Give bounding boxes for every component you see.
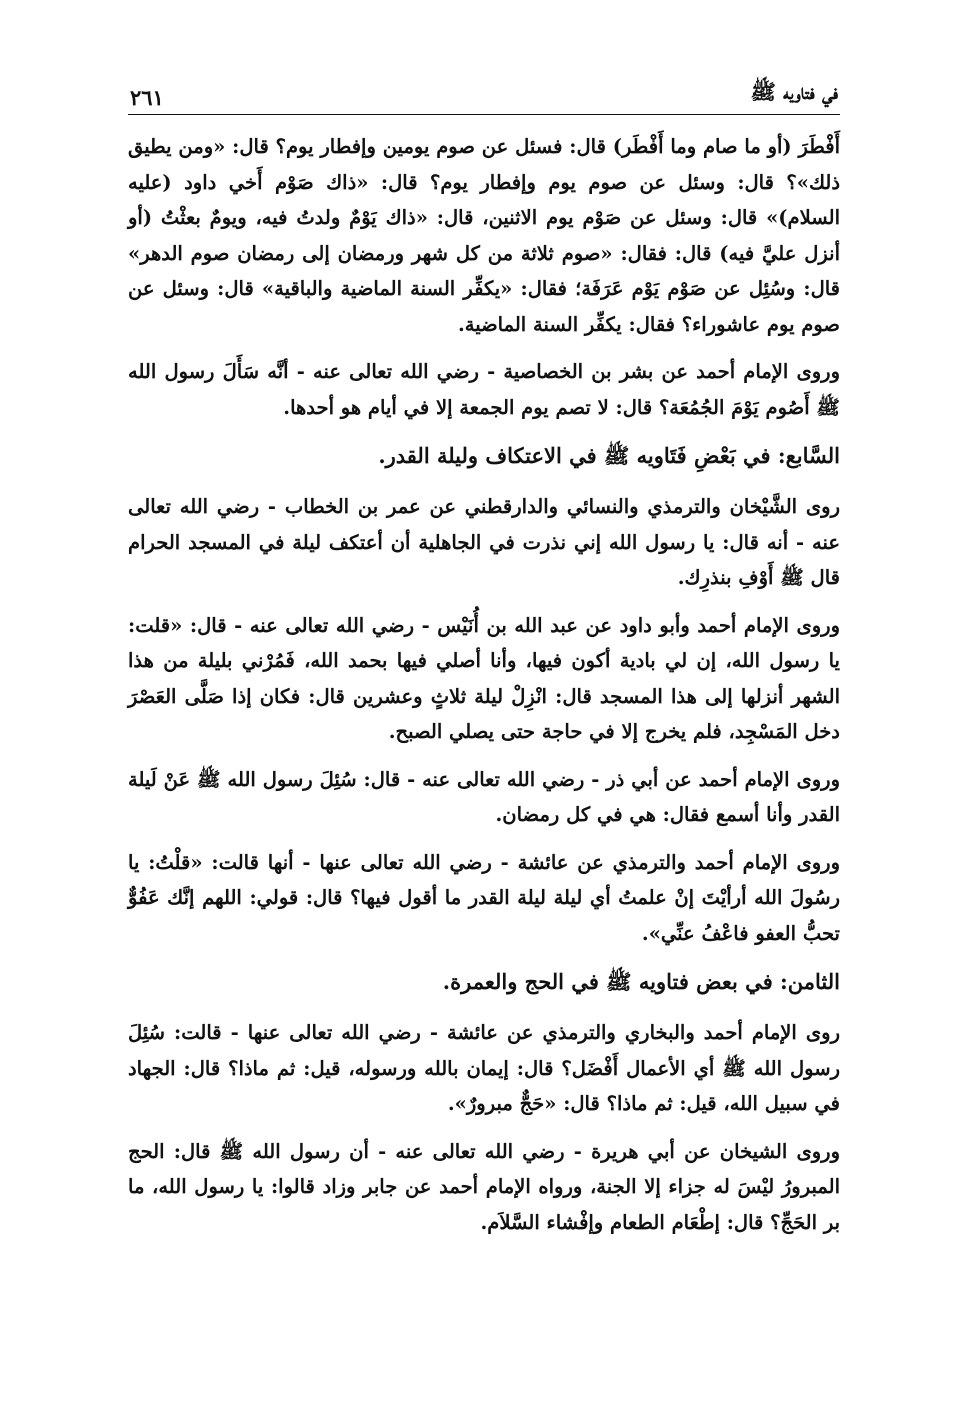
section-heading-eighth: الثامن: في بعض فتاويه ﷺ في الحج والعمرة. [442,969,840,994]
paragraph-1: أَفْطَرَ (أو ما صام وما أَفْطَر) قال: فسئل عن صوم يومين وإفطار يوم؟ قال: «ومن يطيق ذلك»؟ قال: وسئل عن صوم يوم وإفطار يوم؟ قال: «ذاك صَوْم أَخي داود (عليه السلام)» قال: وسئل عن صَوْم يوم الاثنين، قال: «ذاك يَوْمٌ ولدتُ فيه، ويومٌ بعثْتُ (أو أنزل عليَّ فيه) قال: فقال: «صوم ثلاثة من كل شهر ورمضان إلى رمضان صوم الدهر» قال: وسُئِل عن صَوْم يَوْم عَرَفَة؛ فقال: «يكفِّر السنة الماضية والباقية» قال: وسئل عن صوم يوم عاشوراء؟ فقال: يكفِّر السنة الماضية. [128,135,840,336]
page-body [128,129,840,1240]
paragraph-6: وروى الإمام أحمد والترمذي عن عائشة - رضي الله تعالى عنها - أنها قالت: «قلْتُ: يا رسُولَ الله أرأيْتَ إنْ علمتُ أي ليلة ليلة القدر ما أقول فيها؟ قال: قولي: اللهم إنَّك عَفُوٌّ تحبُّ العفو فاعْفُ عنِّي». [128,850,840,945]
book-page [128,72,840,1362]
paragraph-8: وروى الشيخان عن أبي هريرة - رضي الله تعالى عنه - أن رسول الله ﷺ قال: الحج المبرورُ ليْسَ له جزاء إلا الجنة، ورواه الإمام أحمد عن جابر وزاد قالوا: يا رسول الله، ما بر الحَجِّ؟ قال: إطْعَام الطعام وإفْشاء السَّلاَم. [128,1139,840,1234]
section-heading-seventh: السَّابع: في بَعْضِ فَتَاويه ﷺ في الاعتكاف وليلة القدر. [378,443,840,468]
running-title: في فتاويه ﷺ [750,79,838,104]
paragraph-4: وروى الإمام أحمد وأبو داود عن عبد الله بن أُنَيْس - رضي الله تعالى عنه - قال: «قلت: يا رسول الله، إن لي بادية أكون فيها، وأنا أصلي فيها بحمد الله، فَمُرْني بليلة من هذا الشهر أنزلها إلى هذا المسجد قال: انْزِلْ ليلة ثلاثٍ وعشرين قال: فكان إذا صَلَّى العَصْرَ دخل المَسْجِد، فلم يخرج إلا في حاجة حتى يصلي الصبح. [128,613,840,743]
running-header [128,72,840,115]
paragraph-2: وروى الإمام أحمد عن بشر بن الخصاصية - رضي الله تعالى عنه - أنَّه سَأَلَ رسول الله ﷺ أَصُوم يَوْمَ الجُمُعَة؟ قال: لا تصم يوم الجمعة إلا في أيام هو أحدها. [128,360,840,419]
paragraph-7: روى الإمام أحمد والبخاري والترمذي عن عائشة - رضي الله تعالى عنها - قالت: سُئِلَ رسول الله ﷺ أي الأعمال أَفْضَل؟ قال: إيمان بالله ورسوله، قيل: ثم ماذا؟ قال: الجهاد في سبيل الله، قيل: ثم ماذا؟ قال: «حَجٌّ مبرورٌ». [128,1021,840,1115]
paragraph-5: وروى الإمام أحمد عن أبي ذر - رضي الله تعالى عنه - قال: سُئِلَ رسول الله ﷺ عَنْ لَيلة القدر وأنا أسمع فقال: هي في كل رمضان. [128,767,840,826]
paragraph-3: روى الشَّيْخان والترمذي والنسائي والدارقطني عن عمر بن الخطاب - رضي الله تعالى عنه - أنه قال: يا رسول الله إني نذرت في الجاهلية أن أعتكف ليلة في المسجد الحرام قال ﷺ أَوْفِ بنذرِك. [128,495,840,589]
page-number: ٢٦١ [130,85,164,110]
